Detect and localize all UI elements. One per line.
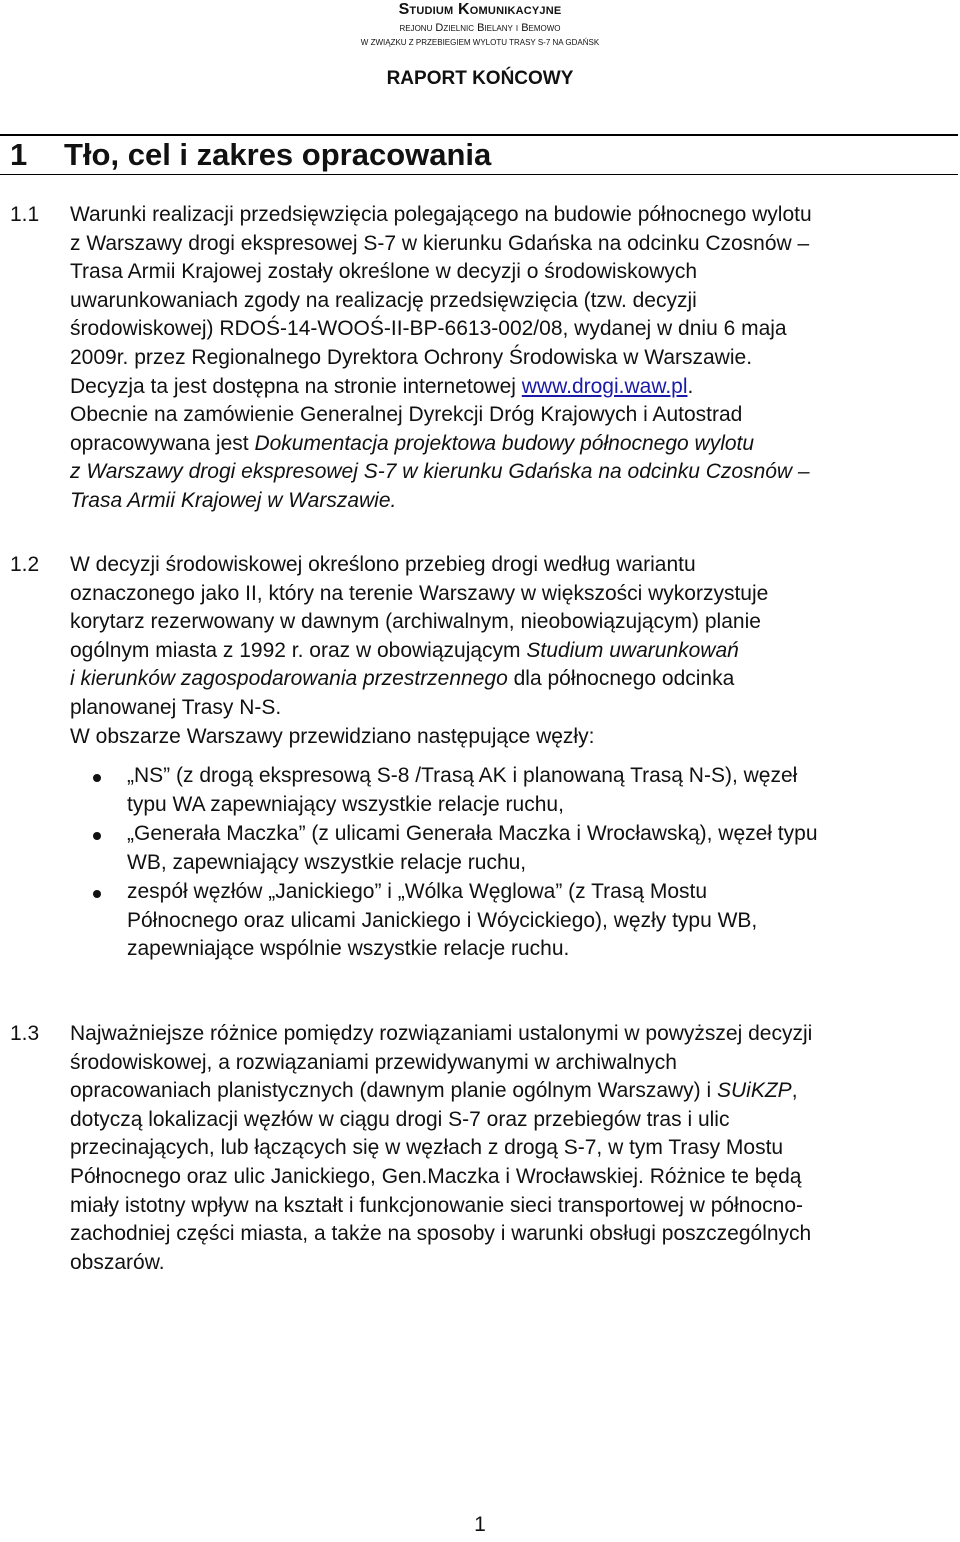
text-line: Najważniejsze różnice pomiędzy rozwiązaniami ustalonymi w powyższej decyzji: [70, 1022, 813, 1045]
text-line: miały istotny wpływ na kształt i funkcjonowanie sieci transportowej w północno-: [70, 1193, 803, 1217]
header-title: Studium Komunikacyjne: [398, 1, 562, 18]
text-line: Obecnie na zamówienie Generalnej Dyrekcji Dróg Krajowych i Autostrad: [70, 403, 743, 427]
text-line: [70, 665, 960, 694]
header-subtitle: rejonu Dzielnic Bielany i Bemowo: [399, 22, 561, 34]
bullet-icon: [93, 832, 101, 840]
text-segment: .: [687, 374, 694, 398]
text-segment: opracowaniach planistycznych (dawnym planie ogólnym Warszawy) i: [70, 1079, 717, 1103]
text-line: W obszarze Warszawy przewidziano następujące węzły:: [70, 724, 595, 748]
report-title: RAPORT KOŃCOWY: [386, 68, 574, 89]
text-line: „Generała Maczka” (z ulicami Generała Maczka i Wrocławską), węzeł typu: [127, 822, 818, 845]
list-item-text: [127, 762, 960, 819]
text-line: Warunki realizacji przedsięwzięcia polegającego na budowie północnego wylotu: [70, 203, 812, 226]
bullet-icon: [93, 890, 101, 898]
text-line: [70, 637, 960, 666]
section-number: 1: [10, 137, 28, 172]
paragraph-number: 1.1: [10, 203, 40, 226]
italic-title-line: Trasa Armii Krajowej w Warszawie.: [70, 488, 397, 512]
paragraph-number: 1.2: [10, 553, 40, 576]
list-item-text: [127, 820, 960, 877]
text-line: WB, zapewniający wszystkie relacje ruchu,: [127, 850, 527, 874]
text-line: uwarunkowaniach zgody na realizację przedsięwzięcia (tzw. decyzji: [70, 288, 697, 312]
text-line: obszarów.: [70, 1250, 165, 1274]
drogi-website-link[interactable]: www.drogi.waw.pl: [521, 374, 688, 398]
text-line: [70, 430, 960, 459]
paragraph-text: [70, 201, 960, 516]
text-line: [70, 1077, 960, 1106]
text-line: z Warszawy drogi ekspresowej S-7 w kierunku Gdańska na odcinku Czosnów –: [70, 231, 810, 255]
list-item-text: [127, 878, 960, 964]
text-line: „NS” (z drogą ekspresową S-8 /Trasą AK i planowaną Trasą N-S), węzeł: [127, 764, 798, 787]
paragraph-text: [70, 551, 960, 751]
text-line: 2009r. przez Regionalnego Dyrektora Ochrony Środowiska w Warszawie.: [70, 345, 753, 369]
text-segment: Decyzja ta jest dostępna na stronie internetowej: [70, 374, 522, 398]
text-segment: ,: [791, 1079, 798, 1103]
text-line: oznaczonego jako II, który na terenie Warszawy w większości wykorzystuje: [70, 581, 769, 605]
text-line: typu WA zapewniający wszystkie relacje ruchu,: [127, 792, 564, 816]
text-line: planowanej Trasy N-S.: [70, 695, 282, 719]
text-line: [70, 373, 960, 402]
text-line: dotyczą lokalizacji węzłów w ciągu drogi S-7 oraz przebiegów tras i ulic: [70, 1107, 730, 1131]
text-line: zespół węzłów „Janickiego” i „Wólka Węglowa” (z Trasą Mostu: [127, 880, 708, 903]
header-subtitle-2: W ZWIĄZKU Z PRZEBIEGIEM WYLOTU TRASY S-7 NA GDAŃSK: [360, 38, 600, 47]
italic-title-segment: i kierunków zagospodarowania przestrzennego: [70, 667, 508, 691]
text-line: W decyzji środowiskowej określono przebieg drogi według wariantu: [70, 553, 696, 576]
text-segment: opracowywana jest: [70, 431, 255, 455]
italic-title-segment: Dokumentacja projektowa budowy północnego wylotu: [254, 431, 755, 455]
text-line: przecinających, lub łączących się w węzłach z drogą S-7, w tym Trasy Mostu: [70, 1136, 784, 1160]
text-line: Północnego oraz ulicami Janickiego i Wóycickiego), węzły typu WB,: [127, 908, 758, 932]
text-line: korytarz rezerwowany w dawnym (archiwalnym, nieobowiązującym) planie: [70, 610, 761, 634]
paragraph-number: 1.3: [10, 1022, 40, 1045]
italic-title-segment: Studium uwarunkowań: [526, 638, 739, 662]
text-segment: ogólnym miasta z 1992 r. oraz w obowiązującym: [70, 638, 527, 662]
text-line: Trasa Armii Krajowej zostały określone w decyzji o środowiskowych: [70, 260, 698, 284]
section-title: Tło, cel i zakres opracowania: [64, 137, 492, 172]
text-line: środowiskowej, a rozwiązaniami przewidywanymi w archiwalnych: [70, 1050, 677, 1074]
italic-abbreviation: SUiKZP: [717, 1079, 792, 1103]
bullet-icon: [93, 774, 101, 782]
text-line: środowiskowej) RDOŚ-14-WOOŚ-II-BP-6613-002/08, wydanej w dniu 6 maja: [70, 317, 787, 341]
text-line: zachodniej części miasta, a także na sposoby i warunki obsługi poszczególnych: [70, 1222, 812, 1246]
text-segment: dla północnego odcinka: [507, 667, 735, 691]
italic-title-line: z Warszawy drogi ekspresowej S-7 w kierunku Gdańska na odcinku Czosnów –: [70, 460, 810, 484]
text-line: zapewniające wspólnie wszystkie relacje ruchu.: [127, 937, 570, 961]
text-line: Północnego oraz ulic Janickiego, Gen.Maczka i Wrocławskiej. Różnice te będą: [70, 1164, 802, 1188]
page-number: 1: [474, 1513, 486, 1536]
paragraph-text: [70, 1020, 960, 1277]
